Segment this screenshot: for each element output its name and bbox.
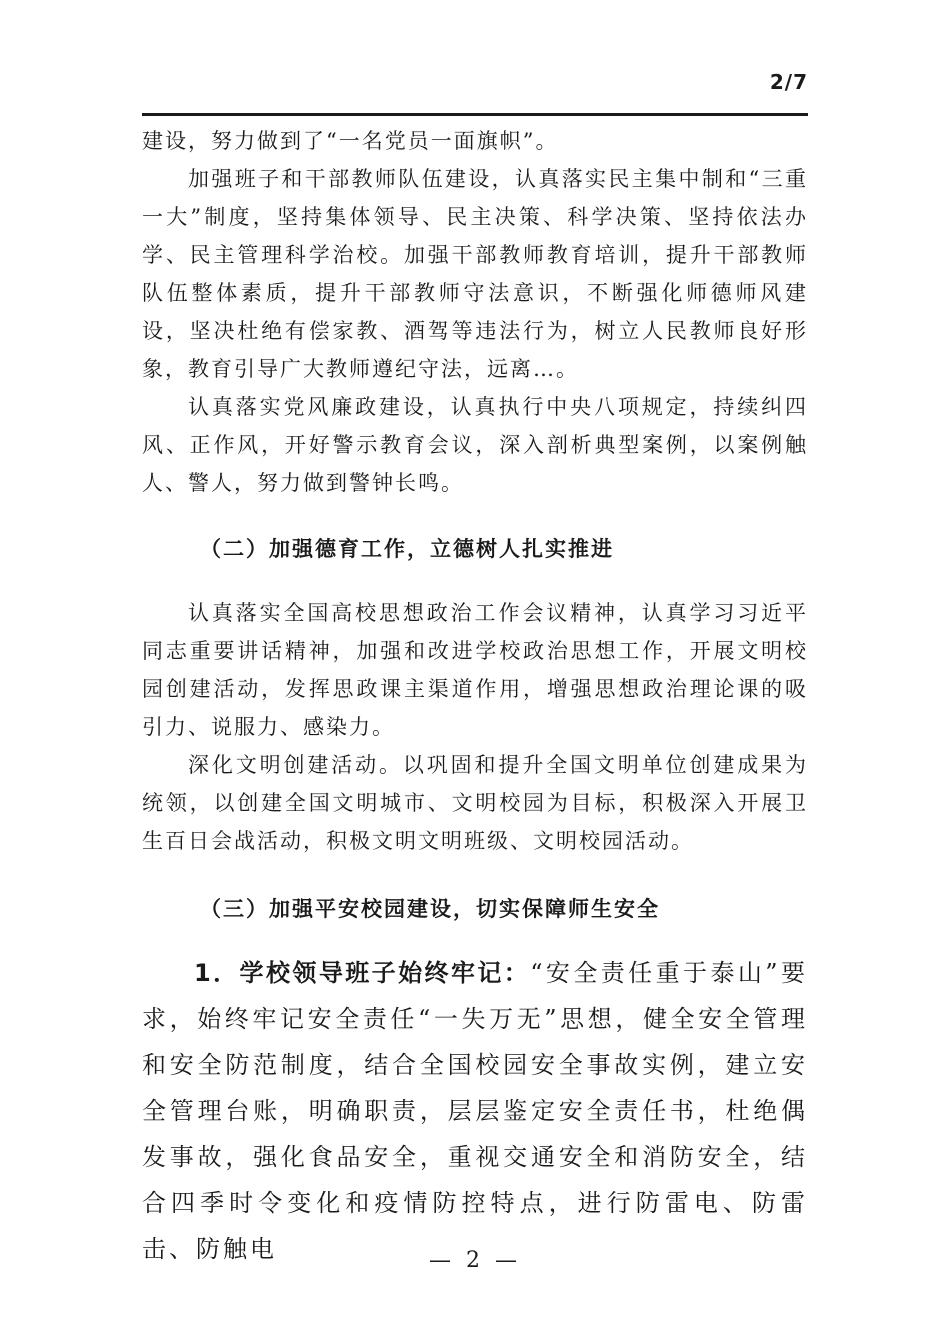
- footer-page-number: — 2 —: [429, 1248, 521, 1273]
- paragraph-political-work: 认真落实全国高校思想政治工作会议精神，认真学习习近平同志重要讲话精神，加强和改进学校政治思想工作，开展文明校园创建活动，发挥思政课主渠道作用，增强思想政治理论课的吸引力、说服力、感染力。: [142, 601, 808, 739]
- section-heading-campus-safety: （三）加强平安校园建设，切实保障师生安全: [200, 897, 660, 921]
- paragraph-integrity: 认真落实党风廉政建设，认真执行中央八项规定，持续纠四风、正作风，开好警示教育会议，深入剖析典型案例，以案例触人、警人，努力做到警钟长鸣。: [142, 395, 808, 495]
- paragraph-team-building: 加强班子和干部教师队伍建设，认真落实民主集中制和“三重一大”制度，坚持集体领导、民主决策、科学决策、坚持依法办学、民主管理科学治校。加强干部教师教育培训，提升干部教师队伍整体素质，提升干部教师守法意识，不断强化师德师风建设，坚决杜绝有偿家教、酒驾等违法行为，树立人民教师良好形象，教育引导广大教师遵纪守法，远离…。: [142, 167, 808, 381]
- paragraph-civilization: 深化文明创建活动。以巩固和提升全国文明单位创建成果为统领，以创建全国文明城市、文明校园为目标，积极深入开展卫生百日会战活动，积极文明文明班级、文明校园活动。: [142, 753, 808, 853]
- paragraph-safety-responsibility: [142, 950, 808, 1272]
- page-counter: 2/7: [769, 70, 808, 94]
- section-heading-moral-education: （二）加强德育工作，立德树人扎实推进: [200, 537, 614, 561]
- paragraph-lead: 1．学校领导班子始终牢记：: [194, 959, 531, 987]
- header-divider: [142, 113, 808, 116]
- document-body: [142, 122, 808, 1272]
- paragraph-continued: 建设，努力做到了“一名党员一面旗帜”。: [142, 129, 559, 153]
- paragraph-body: “安全责任重于泰山”要求，始终牢记安全责任“一失万无”思想，健全安全管理和安全防范制度，结合全国校园安全事故实例，建立安全管理台账，明确职责，层层鉴定安全责任书，杜绝偶发事故，强化食品安全，重视交通安全和消防安全，结合四季时令变化和疫情防控特点，进行防雷电、防雷击、防触电: [142, 959, 808, 1263]
